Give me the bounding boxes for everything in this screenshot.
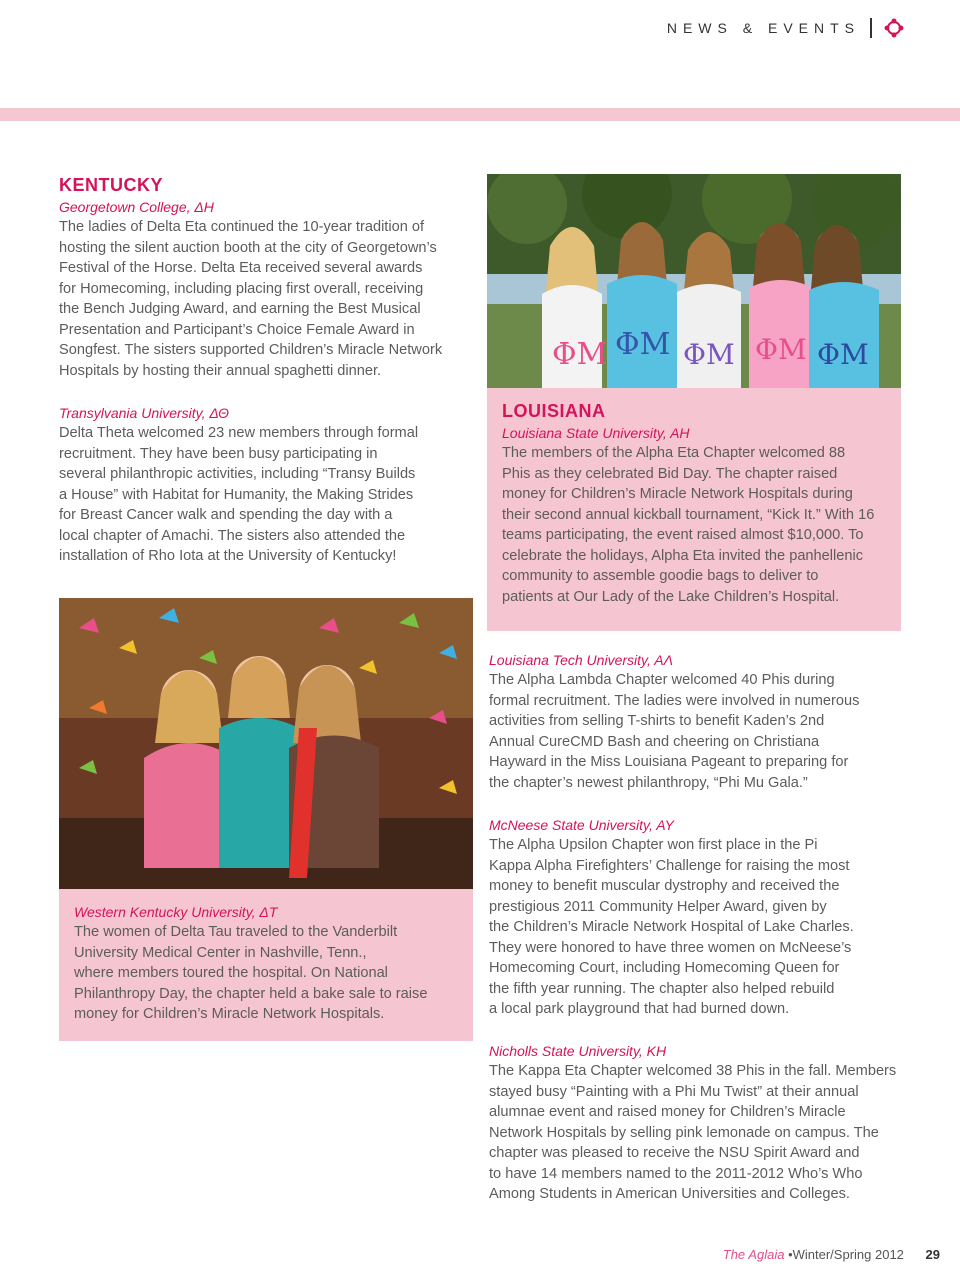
text-line: University Medical Center in Nashville, Tenn., xyxy=(74,944,367,961)
text-line: Phis as they celebrated Bid Day. The chapter raised xyxy=(502,465,838,482)
text-line: the Children’s Miracle Network Hospital of Lake Charles. xyxy=(489,919,854,935)
text-line: chapter was pleased to receive the NSU Spirit Award and xyxy=(489,1145,860,1161)
text-line: The Alpha Upsilon Chapter won first place in the Pi xyxy=(489,837,818,853)
flower-logo-icon xyxy=(884,18,904,38)
mcneese-school: McNeese State University, AY xyxy=(489,817,674,833)
header-divider xyxy=(870,18,872,38)
text-line: Annual CureCMD Bash and cheering on Christiana xyxy=(489,733,820,750)
text-line: community to assemble goodie bags to deliver to xyxy=(502,568,819,584)
text-line: money for Children’s Miracle Network Hospitals. xyxy=(74,1006,385,1022)
text-line: Philanthropy Day, the chapter held a bake sale to raise xyxy=(74,985,428,1002)
text-line: a House” with Habitat for Humanity, the Making Strides xyxy=(59,486,414,503)
text-line: prestigious 2011 Community Helper Award, given by xyxy=(489,898,827,915)
transylvania-school: Transylvania University, ΔΘ xyxy=(59,405,229,421)
page-number: 29 xyxy=(925,1247,940,1262)
svg-text:ΦM: ΦM xyxy=(817,338,869,371)
louisiana-photo xyxy=(487,174,901,388)
nicholls-school: Nicholls State University, KH xyxy=(489,1043,667,1059)
text-line: Festival of the Horse. Delta Eta received several awards xyxy=(59,260,423,276)
text-line: the fifth year running. The chapter also helped rebuild xyxy=(489,980,835,997)
text-line: the Bench Judging Award, and earning the Best Musical xyxy=(59,301,421,317)
text-line: to have 14 members named to the 2011-2012 Who’s Who xyxy=(489,1165,863,1182)
text-line: activities from selling T-shirts to benefit Kaden’s 2nd xyxy=(489,713,825,729)
western-kentucky-photo xyxy=(59,598,473,889)
text-line: teams participating, the event raised almost $10,000. To xyxy=(502,527,864,543)
tech-article xyxy=(489,650,909,793)
transylvania-article xyxy=(59,403,469,567)
georgetown-article xyxy=(59,197,469,381)
text-line: They were honored to have three women on McNeese’s xyxy=(489,939,852,956)
text-line: Kappa Alpha Firefighters’ Challenge for raising the most xyxy=(489,857,850,874)
text-line: celebrate the holidays, Alpha Eta invited the panhellenic xyxy=(502,547,864,564)
text-line: Among Students in American Universities and Colleges. xyxy=(489,1186,850,1202)
text-line: The Alpha Lambda Chapter welcomed 40 Phis during xyxy=(489,672,835,688)
transylvania-body xyxy=(59,423,469,567)
lsu-body xyxy=(502,443,897,607)
western-body xyxy=(74,922,464,1025)
nicholls-article xyxy=(489,1041,929,1205)
text-line: several philanthropic activities, including “Transy Builds xyxy=(59,466,416,482)
svg-text:ΦM: ΦM xyxy=(615,327,671,362)
text-line: patients at Our Lady of the Lake Children’s Hospital. xyxy=(502,588,840,605)
western-article xyxy=(74,902,464,1025)
lsu-panel xyxy=(487,388,901,631)
text-line: a local park playground that had burned down. xyxy=(489,1001,790,1017)
tech-body xyxy=(489,670,909,793)
text-line: Hospitals by hosting their annual spaghetti dinner. xyxy=(59,362,382,379)
georgetown-body xyxy=(59,217,469,381)
text-line: Presentation and Participant’s Choice Female Award in xyxy=(59,321,415,338)
text-line: where members toured the hospital. On National xyxy=(74,965,388,981)
issue-date: Winter/Spring 2012 xyxy=(792,1247,904,1262)
kentucky-heading: KENTUCKY xyxy=(59,175,164,195)
text-line: hosting the silent auction booth at the city of Georgetown’s xyxy=(59,239,437,256)
text-line: The Kappa Eta Chapter welcomed 38 Phis in the fall. Members xyxy=(489,1063,897,1079)
western-kentucky-panel xyxy=(59,889,473,1041)
text-line: the chapter’s newest philanthropy, “Phi Mu Gala.” xyxy=(489,774,808,791)
text-line: Delta Theta welcomed 23 new members through formal xyxy=(59,425,419,441)
text-line: for Breast Cancer walk and spending the day with a xyxy=(59,507,393,523)
svg-text:ΦM: ΦM xyxy=(755,333,807,366)
text-line: Network Hospitals by selling pink lemonade on campus. The xyxy=(489,1124,879,1141)
text-line: local chapter of Amachi. The sisters also attended the xyxy=(59,527,406,544)
tech-school: Louisiana Tech University, AΛ xyxy=(489,652,673,668)
louisiana-heading: LOUISIANA xyxy=(502,401,606,421)
text-line: Hayward in the Miss Louisiana Pageant to preparing for xyxy=(489,754,849,770)
text-line: Homecoming Court, including Homecoming Queen for xyxy=(489,960,840,976)
text-line: The members of the Alpha Eta Chapter welcomed 88 xyxy=(502,445,846,461)
svg-text:ΦM: ΦM xyxy=(552,337,608,372)
svg-text:ΦM: ΦM xyxy=(683,338,735,371)
section-header: NEWS & EVENTS xyxy=(666,20,860,36)
mcneese-article xyxy=(489,815,909,1020)
magazine-name: The Aglaia xyxy=(722,1247,785,1262)
text-line: formal recruitment. The ladies were involved in numerous xyxy=(489,692,860,709)
text-line: for Homecoming, including placing first overall, receiving xyxy=(59,280,424,297)
text-line: The women of Delta Tau traveled to the Vanderbilt xyxy=(74,924,398,940)
nicholls-body xyxy=(489,1061,929,1205)
text-line: stayed busy “Painting with a Phi Mu Twist” at their annual xyxy=(489,1083,859,1100)
header-band xyxy=(0,108,960,121)
text-line: Songfest. The sisters supported Children’s Miracle Network xyxy=(59,342,443,358)
text-line: money for Children’s Miracle Network Hospitals during xyxy=(502,486,853,502)
footer-bullet: • xyxy=(788,1247,793,1262)
text-line: alumnae event and raised money for Children’s Miracle xyxy=(489,1104,846,1120)
text-line: installation of Rho Iota at the University of Kentucky! xyxy=(59,548,397,564)
text-line: their second annual kickball tournament, “Kick It.” With 16 xyxy=(502,506,875,523)
western-school: Western Kentucky University, ΔT xyxy=(74,904,278,920)
page-footer xyxy=(723,1247,940,1262)
text-line: recruitment. They have been busy participating in xyxy=(59,445,378,462)
text-line: money to benefit muscular dystrophy and received the xyxy=(489,878,840,894)
mcneese-body xyxy=(489,835,909,1020)
text-line: The ladies of Delta Eta continued the 10-year tradition of xyxy=(59,219,425,235)
lsu-article xyxy=(502,423,897,607)
lsu-school: Louisiana State University, AH xyxy=(502,425,690,441)
georgetown-school: Georgetown College, ΔH xyxy=(59,199,214,215)
